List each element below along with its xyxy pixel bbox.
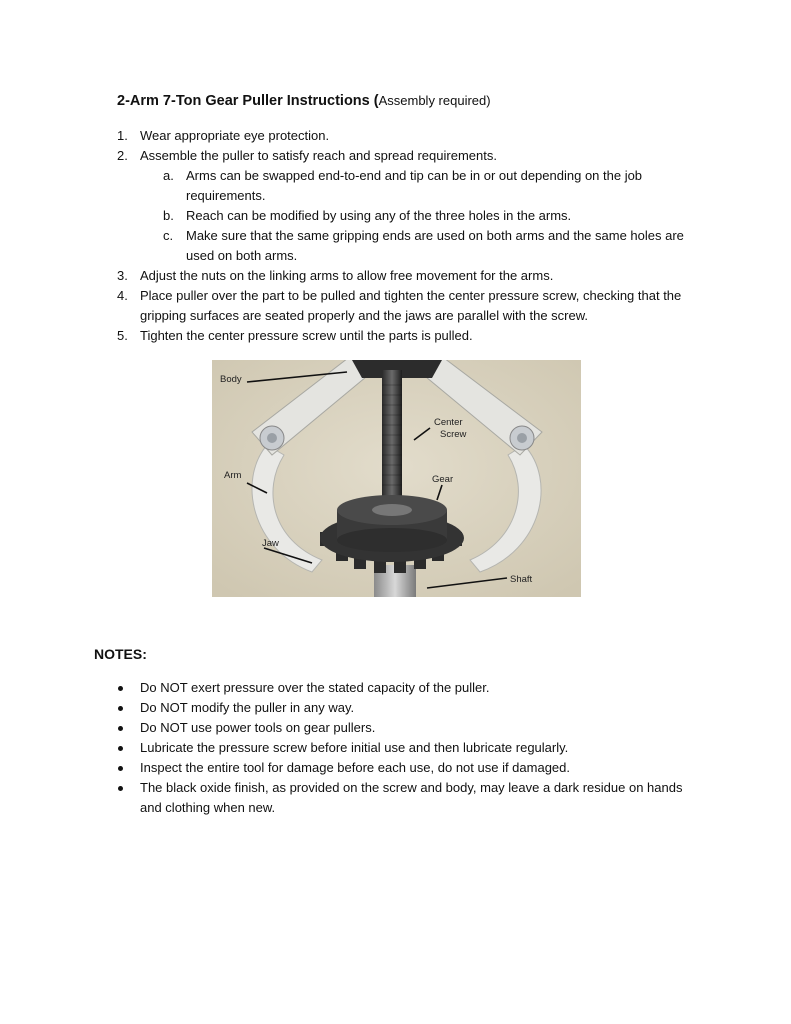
bullet-icon <box>118 726 123 731</box>
step-text: Tighten the center pressure screw until the parts is pulled. <box>140 328 473 343</box>
label-screw: Screw <box>440 429 467 440</box>
label-jaw: Jaw <box>262 538 279 549</box>
note-text: Do NOT use power tools on gear pullers. <box>140 720 376 735</box>
step-text: gripping surfaces are seated properly and the jaws are parallel with the screw. <box>140 308 589 323</box>
substep-text: requirements. <box>186 188 266 203</box>
label-shaft: Shaft <box>510 574 533 585</box>
label-arm: Arm <box>224 470 242 481</box>
step-text: Place puller over the part to be pulled and tighten the center pressure screw, checking that the <box>140 288 682 303</box>
note-text: Lubricate the pressure screw before initial use and then lubricate regularly. <box>140 740 569 755</box>
bullet-icon <box>118 706 123 711</box>
title-main: 2-Arm 7-Ton Gear Puller Instructions ( <box>117 93 379 109</box>
substep-text: used on both arms. <box>186 248 298 263</box>
substep-text: Make sure that the same gripping ends are used on both arms and the same holes are <box>186 228 684 243</box>
step-number: 1. <box>117 128 128 143</box>
gear-puller-figure <box>212 360 581 597</box>
label-body: Body <box>220 374 242 385</box>
title-subtitle: Assembly required) <box>378 93 491 108</box>
step-number: 4. <box>117 288 128 303</box>
step-number: 5. <box>117 328 128 343</box>
note-text: The black oxide finish, as provided on the screw and body, may leave a dark residue on hands <box>140 780 683 795</box>
note-text: Do NOT exert pressure over the stated capacity of the puller. <box>140 680 490 695</box>
substep-text: Arms can be swapped end-to-end and tip can be in or out depending on the job <box>186 168 643 183</box>
substep-letter: c. <box>163 228 174 243</box>
bullet-icon <box>118 686 123 691</box>
step-text: Wear appropriate eye protection. <box>140 128 330 143</box>
bullet-icon <box>118 746 123 751</box>
step-number: 2. <box>117 148 128 163</box>
label-center: Center <box>434 417 463 428</box>
step-text: Adjust the nuts on the linking arms to allow free movement for the arms. <box>140 268 554 283</box>
substep-text: Reach can be modified by using any of the three holes in the arms. <box>186 208 572 223</box>
label-gear: Gear <box>432 474 454 485</box>
page-title <box>117 93 491 109</box>
bullet-icon <box>118 786 123 791</box>
note-text: Inspect the entire tool for damage before each use, do not use if damaged. <box>140 760 571 775</box>
bullet-icon <box>118 766 123 771</box>
note-text: Do NOT modify the puller in any way. <box>140 700 355 715</box>
notes-heading: NOTES: <box>94 646 147 662</box>
substep-letter: a. <box>163 168 174 183</box>
step-number: 3. <box>117 268 128 283</box>
note-text: and clothing when new. <box>140 800 276 815</box>
step-text: Assemble the puller to satisfy reach and spread requirements. <box>140 148 497 163</box>
substep-letter: b. <box>163 208 174 223</box>
